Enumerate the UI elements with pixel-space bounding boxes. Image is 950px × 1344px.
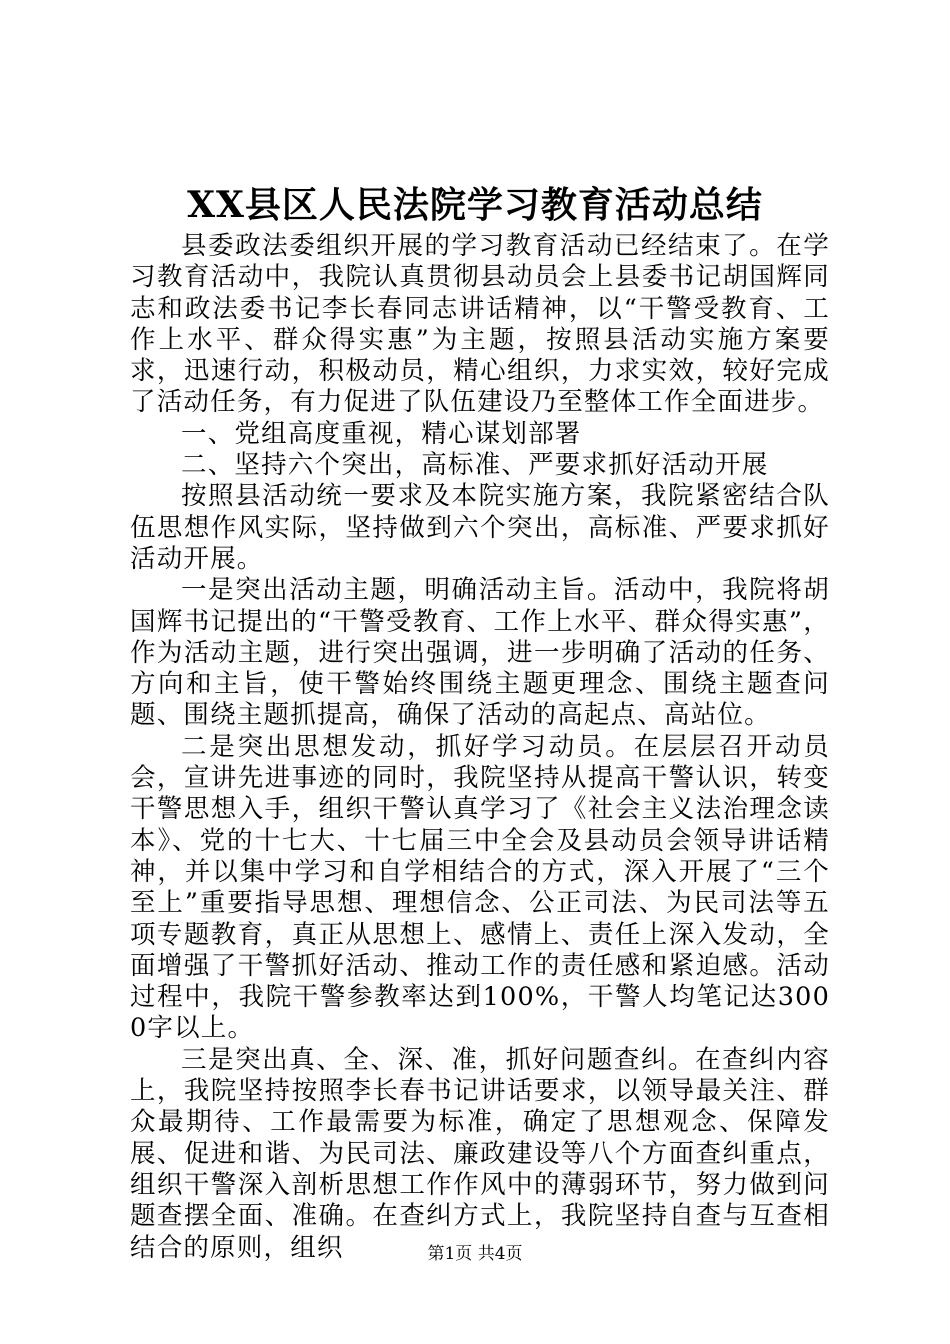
document-title: XX县区人民法院学习教育活动总结	[187, 184, 763, 226]
paragraph-section-2-intro: 按照县活动统一要求及本院实施方案，我院紧密结合队伍思想作风实际，坚持做到六个突出，高标准、严要求抓好活动开展。	[130, 481, 830, 574]
paragraph-point-1: 一是突出活动主题，明确活动主旨。活动中，我院将胡国辉书记提出的“干警受教育、工作上水平、群众得实惠”，作为活动主题，进行突出强调，进一步明确了活动的任务、方向和主旨，使干警始终围绕主题更理念、围绕主题查问题、围绕主题抓提高，确保了活动的高起点、高站位。	[130, 575, 830, 731]
heading-section-1: 一、党组高度重视，精心谋划部署	[181, 418, 582, 449]
paragraph-intro: 县委政法委组织开展的学习教育活动已经结束了。在学习教育活动中，我院认真贯彻县动员会上县委书记胡国辉同志和政法委书记李长春同志讲话精神，以“干警受教育、工作上水平、群众得实惠”为主题，按照县活动实施方案要求，迅速行动，积极动员，精心组织，力求实效，较好完成了活动任务，有力促进了队伍建设乃至整体工作全面进步。	[130, 231, 830, 418]
paragraph-point-2: 二是突出思想发动，抓好学习动员。在层层召开动员会，宣讲先进事迹的同时，我院坚持从提高干警认识，转变干警思想入手，组织干警认真学习了《社会主义法治理念读本》、党的十七大、十七届三中全会及县动员会领导讲话精神，并以集中学习和自学相结合的方式，深入开展了“三个至上”重要指导思想、理想信念、公正司法、为民司法等五项专题教育，真正从思想上、感情上、责任上深入发动，全面增强了干警抓好活动、推动工作的责任感和紧迫感。活动过程中，我院干警参教率达到100%，干警人均笔记达3000字以上。	[130, 731, 830, 1044]
page-number: 第1页 共4页	[427, 1244, 523, 1264]
paragraph-point-3: 三是突出真、全、深、准，抓好问题查纠。在查纠内容上，我院坚持按照李长春书记讲话要求，以领导最关注、群众最期待、工作最需要为标准，确定了思想观念、保障发展、促进和谐、为民司法、廉政建设等八个方面查纠重点，组织干警深入剖析思想工作作风中的薄弱环节，努力做到问题查摆全面、准确。在查纠方式上，我院坚持自查与互查相结合的原则，组织	[130, 1044, 830, 1263]
document-body	[130, 231, 830, 1264]
heading-section-2: 二、坚持六个突出，高标准、严要求抓好活动开展	[181, 450, 769, 481]
